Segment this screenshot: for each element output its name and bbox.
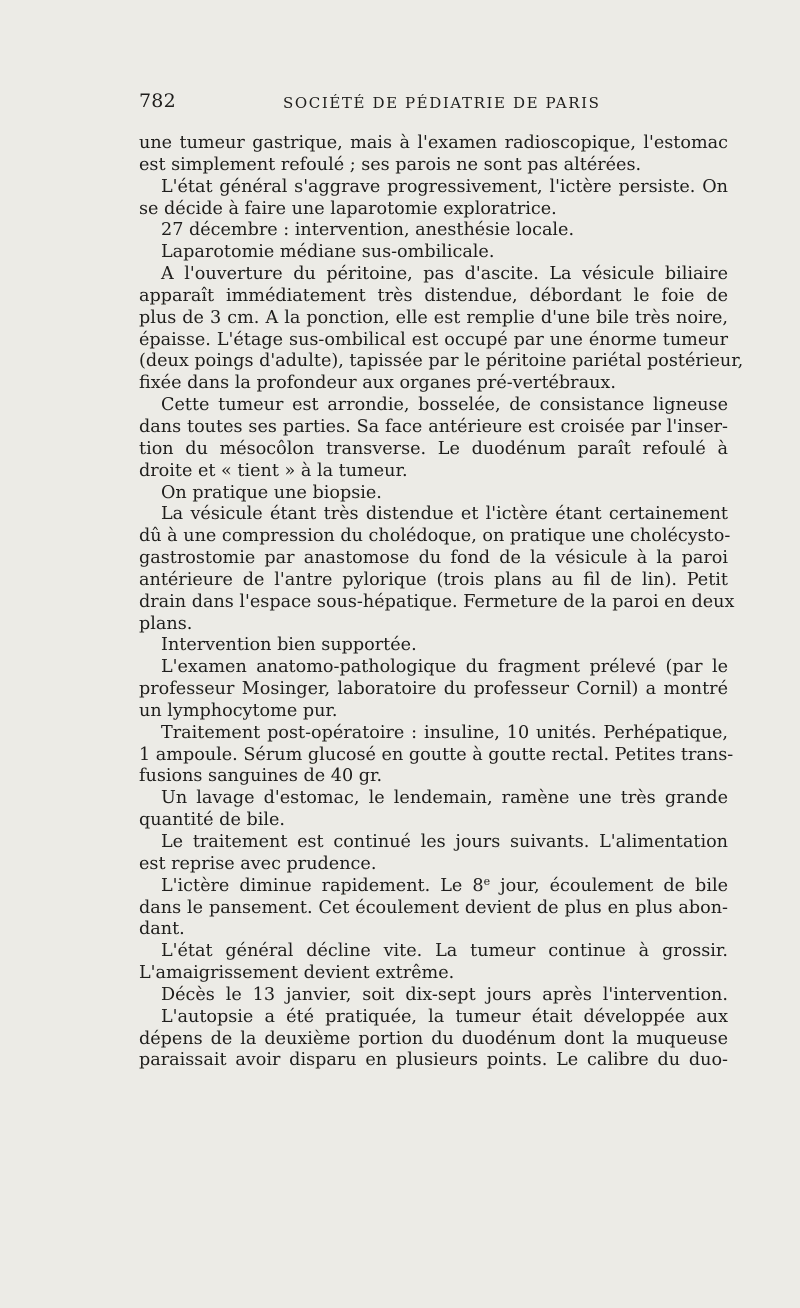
text-line-content: Décès le 13 janvier, soit dix-sept jours après l'intervention.: [161, 984, 728, 1005]
text-line-content: On pratique une biopsie.: [161, 482, 382, 503]
body-text: [139, 133, 744, 1072]
text-line-content: est reprise avec prudence.: [139, 853, 377, 874]
text-line: [139, 1050, 728, 1072]
text-line: [139, 548, 728, 570]
page-number: 782: [139, 90, 176, 112]
text-line-content: dans toutes ses parties. Sa face antérieure est croisée par l'inser-: [139, 416, 728, 437]
text-line-content: L'autopsie a été pratiquée, la tumeur était développée aux: [161, 1006, 728, 1027]
text-line-content: L'ictère diminue rapidement. Le 8: [161, 875, 484, 896]
text-line-content: plans.: [139, 613, 193, 634]
text-line-content: Un lavage d'estomac, le lendemain, ramène une très grande: [161, 788, 728, 809]
text-line-content: La vésicule étant très distendue et l'ictère étant certainement: [161, 504, 728, 525]
text-line-content: fusions sanguines de 40 gr.: [139, 766, 383, 787]
text-line: [139, 308, 728, 330]
text-line: [139, 439, 728, 461]
text-line-content: Laparotomie médiane sus-ombilicale.: [161, 242, 495, 263]
text-line-content: se décide à faire une laparotomie exploratrice.: [139, 198, 557, 219]
text-line: [139, 1029, 728, 1051]
text-line: [139, 832, 728, 854]
text-line-content: professeur Mosinger, laboratoire du professeur Cornil) a montré: [139, 679, 728, 700]
text-line-content: dans le pansement. Cet écoulement devient de plus en plus abon-: [139, 897, 728, 918]
text-line: [139, 941, 728, 963]
text-line: [139, 1007, 728, 1029]
text-line-content: droite et « tient » à la tumeur.: [139, 460, 408, 481]
text-line-content: épaisse. L'étage sus-ombilical est occupé par une énorme tumeur: [139, 329, 728, 350]
text-line: [139, 133, 728, 155]
text-line-content: drain dans l'espace sous-hépatique. Fermeture de la paroi en deux: [139, 591, 735, 612]
text-line-content: paraissait avoir disparu en plusieurs points. Le calibre du duo-: [139, 1050, 728, 1071]
text-line: [139, 657, 728, 679]
page-header: [139, 90, 729, 120]
text-line-content: est simplement refoulé ; ses parois ne sont pas altérées.: [139, 154, 642, 175]
text-line-content: L'amaigrissement devient extrême.: [139, 963, 455, 984]
text-line: [139, 264, 728, 286]
text-line-content: Cette tumeur est arrondie, bosselée, de consistance ligneuse: [161, 395, 728, 416]
text-line: [139, 919, 728, 941]
text-line: [139, 701, 728, 723]
text-line: [139, 395, 728, 417]
text-line-content: (deux poings d'adulte), tapissée par le péritoine pariétal postérieur,: [139, 351, 744, 372]
text-line: [139, 373, 728, 395]
text-line: [139, 876, 728, 898]
text-line-content: dant.: [139, 919, 185, 940]
text-line-content: dû à une compression du cholédoque, on pratique une cholécysto-: [139, 526, 731, 547]
text-line-content: fixée dans la profondeur aux organes pré-vertébraux.: [139, 373, 616, 394]
superscript: e: [483, 874, 491, 888]
text-line-continuation: jour, écoulement de bile: [490, 875, 728, 896]
text-line: [139, 810, 728, 832]
text-line: [139, 854, 728, 876]
text-line-content: gastrostomie par anastomose du fond de la vésicule à la paroi: [139, 548, 728, 569]
text-line-content: 27 décembre : intervention, anesthésie locale.: [161, 220, 575, 241]
text-line: [139, 985, 728, 1007]
text-line-content: Traitement post-opératoire : insuline, 10 unités. Perhépatique,: [161, 722, 728, 743]
text-line: [139, 635, 728, 657]
text-line-content: plus de 3 cm. A la ponction, elle est remplie d'une bile très noire,: [139, 307, 728, 328]
text-line-content: Le traitement est continué les jours suivants. L'alimentation: [161, 832, 728, 852]
text-line: [139, 898, 728, 920]
text-line: [139, 330, 728, 352]
text-line-content: 1 ampoule. Sérum glucosé en goutte à goutte rectal. Petites trans-: [139, 744, 734, 765]
running-head: SOCIÉTÉ DE PÉDIATRIE DE PARIS: [283, 94, 601, 112]
text-line: [139, 679, 728, 701]
text-line: [139, 591, 735, 614]
text-line: [139, 483, 728, 505]
text-line: [139, 570, 728, 592]
text-line-content: Intervention bien supportée.: [161, 635, 417, 656]
text-line: [139, 504, 728, 526]
text-line: [139, 417, 728, 439]
text-line: [139, 788, 728, 810]
text-line: [139, 351, 744, 373]
text-line-content: apparaît immédiatement très distendue, débordant le foie de: [139, 285, 728, 306]
text-line: [139, 614, 728, 636]
text-line-content: L'état général décline vite. La tumeur continue à grossir.: [161, 941, 728, 962]
text-line-content: quantité de bile.: [139, 810, 285, 831]
text-line: [139, 177, 728, 199]
text-line-content: L'état général s'aggrave progressivement, l'ictère persiste. On: [161, 176, 728, 197]
text-line-content: une tumeur gastrique, mais à l'examen radioscopique, l'estomac: [139, 133, 728, 153]
text-line-content: antérieure de l'antre pylorique (trois plans au fil de lin). Petit: [139, 569, 728, 590]
text-line: [139, 723, 728, 745]
text-line-content: L'examen anatomo-pathologique du fragment prélevé (par le: [161, 657, 728, 678]
text-line: [139, 220, 728, 242]
text-line: [139, 744, 734, 767]
text-line-content: A l'ouverture du péritoine, pas d'ascite. La vésicule biliaire: [161, 264, 728, 285]
text-line-content: tion du mésocôlon transverse. Le duodénum paraît refoulé à: [139, 438, 728, 459]
text-line: [139, 461, 728, 483]
text-line: [139, 526, 731, 548]
text-line: [139, 242, 728, 264]
text-line: [139, 199, 728, 221]
text-line: [139, 155, 728, 177]
text-line-content: dépens de la deuxième portion du duodénum dont la muqueuse: [139, 1028, 728, 1049]
text-line: [139, 286, 728, 308]
text-line: [139, 766, 728, 788]
text-line-content: un lymphocytome pur.: [139, 700, 338, 721]
text-line: [139, 963, 728, 985]
